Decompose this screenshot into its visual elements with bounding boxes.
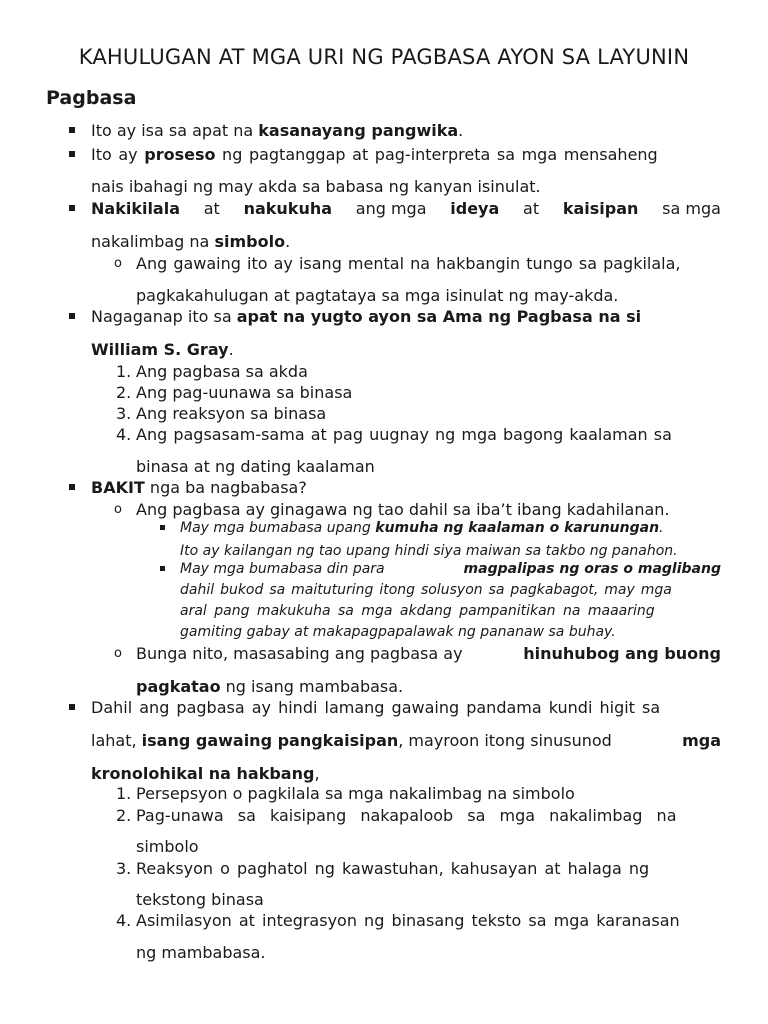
text-run: . bbox=[659, 520, 664, 536]
bullet-marker bbox=[69, 313, 75, 319]
bullet-4-line-2 bbox=[91, 339, 234, 361]
stage-item-3: Ang reaksyon sa binasa bbox=[136, 404, 327, 423]
text-run: Pag-unawa sa kaisipang nakapaloob sa mga nakalimbag na bbox=[136, 806, 677, 825]
bullet-4-line-1 bbox=[91, 306, 641, 328]
bold-run: simbolo bbox=[214, 232, 286, 251]
text-run: nga ba nagbabasa? bbox=[144, 478, 307, 497]
text-run: nakalimbag na bbox=[91, 232, 215, 251]
step-item-2-cont: simbolo bbox=[136, 837, 199, 856]
bold-run: isang gawaing pangkaisipan bbox=[141, 731, 399, 750]
list-number: 2. bbox=[116, 383, 132, 402]
document-title: KAHULUGAN AT MGA URI NG PAGBASA AYON SA LAYUNIN bbox=[78, 45, 690, 69]
list-number: 1. bbox=[116, 784, 132, 803]
bullet-2-line-2: nais ibahagi ng may akda sa babasa ng kanyan isinulat. bbox=[91, 177, 541, 196]
reason-1-line-1 bbox=[180, 518, 664, 538]
circle-marker: o bbox=[114, 502, 122, 517]
step-item-3-cont: tekstong binasa bbox=[136, 890, 264, 909]
list-number: 2. bbox=[116, 806, 132, 825]
text-run: , mayroon itong sinusunod bbox=[398, 731, 612, 750]
bold-run: kronolohikal na hakbang bbox=[91, 764, 315, 783]
reason-1-line-2: Ito ay kailangan ng tao upang hindi siya maiwan sa takbo ng panahon. bbox=[180, 543, 678, 559]
reason-2-line-3: aral pang makukuha sa mga akdang pampanitikan na maaaring bbox=[180, 603, 655, 619]
text-run: ang mga bbox=[355, 199, 427, 218]
bullet-marker bbox=[69, 151, 75, 157]
list-number: 4. bbox=[116, 911, 132, 930]
text-run: . bbox=[458, 121, 464, 140]
bullet-2-line-1 bbox=[91, 144, 721, 166]
text-run: ng isang mambabasa. bbox=[220, 677, 404, 696]
bullet-3-sub-line-2: pagkakahulugan at pagtataya sa mga isinulat ng may-akda. bbox=[136, 286, 619, 305]
text-run: May mga bumabasa upang bbox=[180, 520, 376, 536]
list-number: 4. bbox=[116, 425, 132, 444]
step-item-3: Reaksyon o paghatol ng kawastuhan, kahusayan at halaga ng bbox=[136, 859, 650, 878]
text-run: May mga bumabasa din para bbox=[180, 561, 385, 577]
step-item-1: Persepsyon o pagkilala sa mga nakalimbag na simbolo bbox=[136, 784, 575, 803]
bullet-marker bbox=[69, 704, 75, 710]
bold-run: pagkatao bbox=[136, 677, 221, 696]
step-item-2 bbox=[136, 805, 721, 827]
text-run: . bbox=[228, 340, 234, 359]
bullet-marker bbox=[69, 484, 75, 490]
list-number: 3. bbox=[116, 404, 132, 423]
bold-run: nakukuha bbox=[243, 199, 333, 218]
reason-2-line-1 bbox=[180, 559, 721, 579]
reason-2-line-4: gamiting gabay at makapagpapalawak ng pananaw sa buhay. bbox=[180, 624, 616, 640]
stage-item-4-cont: binasa at ng dating kaalaman bbox=[136, 457, 375, 476]
stage-item-2: Ang pag-uunawa sa binasa bbox=[136, 383, 353, 402]
bold-run: kasanayang pangwika bbox=[258, 121, 459, 140]
bullet-3-line-2 bbox=[91, 231, 290, 253]
text-run: . bbox=[285, 232, 291, 251]
bullet-5-sub-2-line-1 bbox=[136, 643, 721, 665]
bullet-5-sub-2-line-2 bbox=[136, 676, 403, 698]
step-item-4: Asimilasyon at integrasyon ng binasang teksto sa mga karanasan bbox=[136, 911, 680, 930]
bold-run: hinuhubog ang buong bbox=[523, 644, 721, 663]
bullet-5-line-1 bbox=[91, 477, 307, 499]
bold-run: ideya bbox=[450, 199, 500, 218]
square-marker bbox=[160, 566, 165, 571]
text-run: Ito ay bbox=[91, 145, 145, 164]
square-marker bbox=[160, 525, 165, 530]
circle-marker: o bbox=[114, 256, 122, 271]
bold-run: kumuha ng kaalaman o karunungan bbox=[375, 520, 660, 536]
text-run: lahat, bbox=[91, 731, 142, 750]
circle-marker: o bbox=[114, 646, 122, 661]
text-run: Ito ay isa sa apat na bbox=[91, 121, 259, 140]
text-run: Bunga nito, masasabing ang pagbasa ay bbox=[136, 644, 463, 663]
list-number: 1. bbox=[116, 362, 132, 381]
text-run: Nagaganap ito sa bbox=[91, 307, 237, 326]
list-number: 3. bbox=[116, 859, 132, 878]
text-run: ng pagtanggap at pag-interpreta sa mga mensaheng bbox=[215, 145, 658, 164]
step-item-4-cont: ng mambabasa. bbox=[136, 943, 266, 962]
bold-run: mga bbox=[682, 731, 721, 750]
bold-run: magpalipas ng oras o maglibang bbox=[463, 561, 721, 577]
bullet-6-line-2 bbox=[91, 730, 721, 752]
text-run: , bbox=[314, 764, 320, 783]
reason-2-line-2: dahil bukod sa maituturing itong solusyon sa pagkabagot, may mga bbox=[180, 582, 672, 598]
bold-run: kaisipan bbox=[562, 199, 639, 218]
bullet-5-sub-1: Ang pagbasa ay ginagawa ng tao dahil sa iba’t ibang kadahilanan. bbox=[136, 500, 670, 519]
bullet-6-line-1: Dahil ang pagbasa ay hindi lamang gawaing pandama kundi higit sa bbox=[91, 698, 661, 717]
bullet-1-text bbox=[91, 120, 463, 142]
bullet-marker bbox=[69, 127, 75, 133]
stage-item-1: Ang pagbasa sa akda bbox=[136, 362, 308, 381]
bullet-6-line-3 bbox=[91, 763, 320, 785]
bold-run: proseso bbox=[144, 145, 216, 164]
section-heading: Pagbasa bbox=[46, 87, 137, 109]
bullet-marker bbox=[69, 205, 75, 211]
bullet-3-line-1 bbox=[91, 198, 721, 220]
text-run: sa mga bbox=[662, 199, 721, 218]
bold-run: Nakikilala bbox=[91, 199, 180, 218]
stage-item-4: Ang pagsasam-sama at pag uugnay ng mga bagong kaalaman sa bbox=[136, 425, 672, 444]
bold-run: BAKIT bbox=[91, 478, 145, 497]
text-run: at bbox=[523, 199, 540, 218]
text-run: at bbox=[203, 199, 220, 218]
bold-run: apat na yugto ayon sa Ama ng Pagbasa na si bbox=[236, 307, 642, 326]
bullet-3-sub-line-1: Ang gawaing ito ay isang mental na hakbangin tungo sa pagkilala, bbox=[136, 254, 681, 273]
bold-run: William S. Gray bbox=[91, 340, 229, 359]
